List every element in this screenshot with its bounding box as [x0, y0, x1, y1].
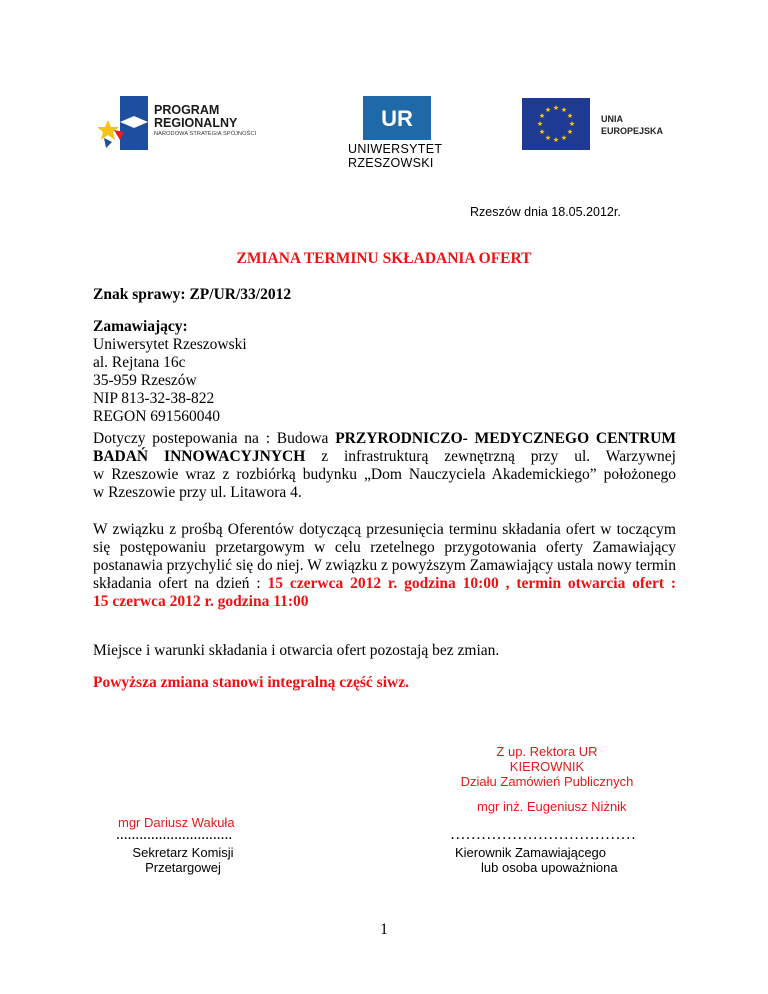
svg-text:UR: UR [381, 106, 413, 131]
eu-logo [512, 92, 664, 162]
subject-project-name-cont: BADAŃ INNOWACYJNYCH [93, 448, 306, 465]
svg-text:★: ★ [544, 106, 552, 114]
orderer-name: Uniwersytet Rzeszowski [93, 336, 247, 353]
signature-line-left: .............................. [116, 826, 233, 843]
program-line3: NARODOWA STRATEGIA SPÓJNOŚCI [154, 131, 257, 137]
eu-line1: UNIA [601, 114, 623, 124]
svg-text:★: ★ [538, 128, 546, 136]
signature-line-right: ……………………………… [450, 826, 636, 843]
subject-project-name: PRZYRODNICZO- MEDYCZNEGO CENTRUM [335, 430, 676, 447]
signer-left: mgr Dariusz Wakuła [118, 815, 235, 830]
integral-note: Powyższa zmiana stanowi integralną część siwz. [93, 674, 409, 691]
orderer-city: 35-959 Rzeszów [93, 372, 197, 389]
approval-line1: Z up. Rektora UR [496, 744, 598, 759]
change-line1: W związku z prośbą Oferentów dotyczącą przesunięcia terminu składania ofert w toczącym [93, 521, 676, 538]
approval-line2: KIEROWNIK [509, 759, 585, 774]
orderer-nip: NIP 813-32-38-822 [93, 390, 215, 407]
university-line2: RZESZOWSKI [348, 156, 434, 170]
svg-text:★: ★ [566, 128, 574, 136]
right-role [455, 845, 618, 875]
svg-text:★: ★ [552, 104, 560, 112]
subject-prefix: Dotyczy postepowania na : Budowa [93, 430, 336, 447]
change-line3: postanawia przychylić się do niej. W związku z powyższym Zamawiający ustala nowy termin [93, 557, 676, 574]
change-paragraph [93, 521, 676, 611]
program-line2: REGIONALNY [154, 116, 238, 130]
subject-line4: w Rzeszowie przy ul. Litawora 4. [93, 484, 302, 501]
signer-right: mgr inż. Eugeniusz Niżnik [477, 799, 627, 814]
approval-block [440, 744, 654, 789]
svg-text:★: ★ [544, 134, 552, 142]
right-role-line2: lub osoba upoważniona [481, 860, 618, 875]
svg-text:★: ★ [560, 134, 568, 142]
left-role-line2: Przetargowej [145, 860, 221, 875]
unchanged-note: Miejsce i warunki składania i otwarcia ofert pozostają bez zmian. [93, 642, 500, 659]
opening-deadline: 15 czerwca 2012 r. godzina 11:00 [93, 593, 309, 610]
svg-text:★: ★ [560, 106, 568, 114]
approval-line3: Działu Zamówień Publicznych [460, 774, 634, 789]
document-title: ZMIANA TERMINU SKŁADANIA OFERT [236, 250, 532, 267]
date-line: Rzeszów dnia 18.05.2012r. [470, 205, 621, 219]
svg-text:★: ★ [566, 112, 574, 120]
case-number: Znak sprawy: ZP/UR/33/2012 [93, 286, 292, 303]
subject-paragraph [93, 430, 676, 502]
svg-text:★: ★ [568, 120, 576, 128]
university-line1: UNIWERSYTET [348, 142, 443, 156]
svg-text:★: ★ [552, 136, 560, 144]
subject-line3: w Rzeszowie wraz z rozbiórką budynku „Dom Nauczyciela Akademickiego” położonego [93, 466, 676, 483]
page-number: 1 [380, 921, 388, 938]
orderer-label: Zamawiający: [93, 318, 188, 335]
svg-text:★: ★ [538, 112, 546, 120]
eu-line2: EUROPEJSKA [601, 126, 664, 136]
orderer-block [93, 318, 247, 426]
program-line1: PROGRAM [154, 103, 220, 117]
ur-emblem-icon [363, 96, 431, 140]
orderer-street: al. Rejtana 16c [93, 354, 186, 371]
subject-infrastructure: z infrastrukturą zewnętrzną przy ul. Warzywnej [305, 448, 676, 465]
left-role [118, 845, 248, 875]
left-role-line1: Sekretarz Komisji [132, 845, 234, 860]
svg-text:★: ★ [536, 120, 544, 128]
program-regionalny-logo [96, 90, 286, 158]
change-line4-prefix: składania ofert na dzień : [93, 575, 268, 592]
university-logo [346, 96, 456, 168]
right-role-line1: Kierownik Zamawiającego [455, 845, 607, 860]
new-deadline: 15 czerwca 2012 r. godzina 10:00 , termin otwarcia ofert : [267, 575, 677, 592]
change-line2: się postępowaniu przetargowym w celu rzetelnego przygotowania oferty Zamawiający [93, 539, 676, 556]
orderer-regon: REGON 691560040 [93, 408, 221, 425]
program-regionalny-emblem-icon [98, 94, 150, 154]
eu-flag-icon [522, 98, 590, 150]
